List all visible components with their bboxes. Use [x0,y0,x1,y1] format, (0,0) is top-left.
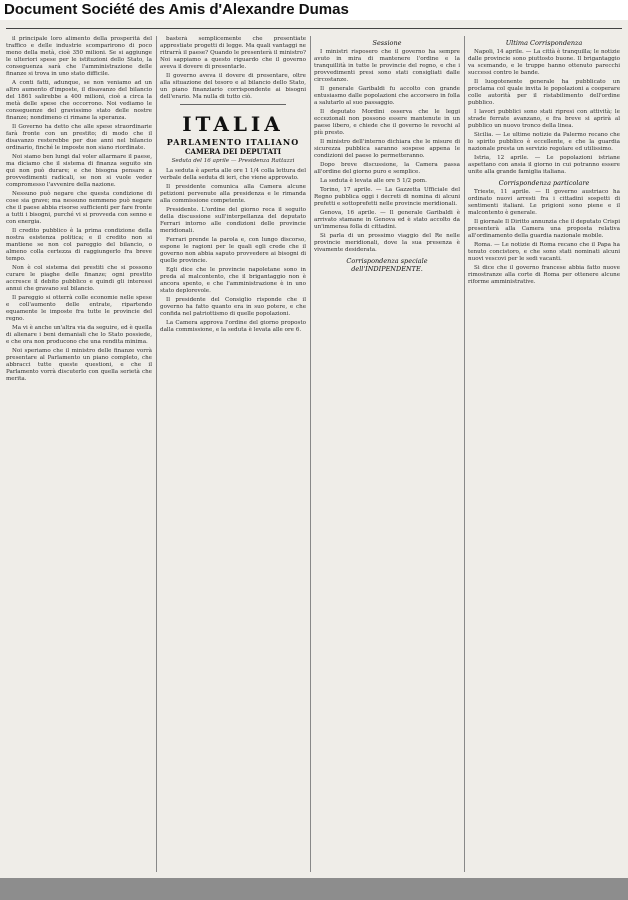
chamber-title: CAMERA DEI DEPUTATI [184,147,282,156]
bottom-margin [0,878,628,900]
corrispondenza-indipendente-heading: Corrispondenza speciale dell'INDIPENDENTE. [346,257,428,273]
paragraph: Il luogotenente generale ha pubblicato un proclama col quale invita le popolazioni a cooperare colle autorità per il ristabilimento dell'ordine pubblico. [468,79,620,106]
section-rule [180,104,286,105]
newspaper-page [0,20,628,878]
paragraph: Ferrari prende la parola e, con lungo discorso, espone le ragioni per le quali egli crede che il governo non abbia saputo provvedere ai bisogni di quelle provincie. [160,237,306,264]
sessione-heading: Sessione [372,39,402,47]
column-4 [468,36,620,872]
paragraph: Il pareggio si otterrà colle economie nelle spese e coll'aumento delle entrate, ripartendo equamente le imposte fra tutte le provincie del regno. [6,295,152,322]
column-1 [6,36,152,872]
paragraph: Roma. — Le notizie di Roma recano che il Papa ha tenuto concistoro, e che sono stati nominati alcuni nuovi vescovi per le sedi vacanti. [468,242,620,262]
paragraph: I lavori pubblici sono stati ripresi con attività; le strade ferrate avanzano, e fra breve si aprirà al pubblico un nuovo tronco della linea. [468,109,620,129]
paragraph: Torino, 17 aprile. — La Gazzetta Ufficiale del Regno pubblica oggi i decreti di nomina di alcuni prefetti e sottoprefetti nelle provincie meridionali. [314,187,460,207]
paragraph: Il deputato Mordini osserva che le leggi eccezionali non possono essere mantenute in un paese libero, e chiede che il governo le revochi al più presto. [314,109,460,136]
paragraph: I ministri risposero che il governo ha sempre avuto in mira di mantenere l'ordine e la tranquillità in tutte le provincie del regno, e che i provvedimenti presi sono stati consigliati dalle circostanze. [314,49,460,83]
paragraph: Il generale Garibaldi fu accolto con grande entusiasmo dalle popolazioni che accorsero in folla a salutarlo al suo passaggio. [314,86,460,106]
sitting-info: Seduta del 16 aprile — Presidenza Rattazzi [171,158,295,164]
document-banner-title: Document Société des Amis d'Alexandre Dumas [0,0,628,20]
ultima-corrispondenza-heading: Ultima Corrispondenza [505,39,583,47]
paragraph: La seduta è levata alle ore 5 1/2 pom. [320,178,427,184]
paragraph: Il credito pubblico è la prima condizione della nostra esistenza politica; e il credito non si mantiene se non col pareggio del bilancio, o almeno colla certezza di raggiungerlo fra breve tempo. [6,228,152,262]
paragraph: Genova, 16 aprile. — Il generale Garibaldi è arrivato stamane in Genova ed è stato accolto da un'immensa folla di cittadini. [314,210,460,230]
paragraph: Nessuno può negare che questa condizione di cose sia grave; ma nessuno nemmeno può negare che il paese abbia risorse sufficienti per fare fronte a tutti i bisogni, purché vi si provveda con senno e con energia. [6,191,152,225]
column-divider [156,36,157,872]
paragraph: Il giornale Il Diritto annunzia che il deputato Crispi presenterà alla Camera una proposta relativa all'ordinamento della guardia nazionale mobile. [468,219,620,239]
paragraph: Si dice che il governo francese abbia fatto nuove rimostranze alla corte di Roma per ottenere alcune riforme amministrative. [468,265,620,285]
paragraph: Si parla di un prossimo viaggio del Re nelle provincie meridionali, dove la sua presenza è vivamente desiderata. [314,233,460,253]
paragraph: Noi speriamo che il ministro delle finanze vorrà presentare al Parlamento un piano completo, che abbracci tutte queste questioni, e che il Parlamento vorrà discuterlo con quella serietà che merita. [6,348,152,382]
paragraph: Non è col sistema dei prestiti che si possono curare le piaghe delle finanze; ogni prestito accresce il debito pubblico e quindi gli interessi annui che gravano sul bilancio. [6,265,152,292]
paragraph: Il governo aveva il dovere di presentare, oltre alla situazione del tesoro e al bilancio dello Stato, un piano finanziario corrispondente ai bisogni dell'erario. Ma nulla di tutto ciò. [160,73,306,100]
paragraph: basterà semplicemente che presentiate apprestiate progetti di legge. Ma quali vantaggi ne ritrarrà il paese? Quando le presenterà il ministro? Noi sappiamo a questo riguardo che il governo aveva il dovere di presentarle. [160,36,306,70]
paragraph: La seduta è aperta alle ore 1 1/4 colla lettura del verbale della seduta di ieri, che viene approvato. [160,168,306,181]
paragraph: Napoli, 14 aprile. — La città è tranquilla; le notizie dalle provincie sono piuttosto buone. Il brigantaggio va scemando, e le truppe hanno ottenuto parecchi successi contro le bande. [468,49,620,76]
paragraph: Noi siamo ben lungi dal voler allarmare il paese, ma diciamo che il sistema di finanza seguito sin qui non può durare; e che bisogna pensare a provvedimenti radicali, se non si vuole veder compromesso l'avvenire della nazione. [6,154,152,188]
corrispondenza-particolare-heading: Corrispondenza particolare [498,179,590,187]
paragraph: Il ministro dell'interno dichiara che le misure di sicurezza pubblica saranno sospese appena le condizioni del paese lo permetteranno. [314,139,460,159]
paragraph: A conti fatti, adunque, se non veniamo ad un altro aumento d'imposte, il disavanzo del bilancio del 1861 salirebbe a 400 milioni, cioè a circa la metà delle spese che occorrono. Noi vediamo le conseguenze del gravissimo stato delle nostre finanze; nondimeno ci rimane la speranza. [6,80,152,121]
column-divider [310,36,311,872]
section-subtitle: PARLAMENTO ITALIANO [166,137,300,147]
paragraph: il principale loro alimento della prosperità del traffico e delle industrie scomparirono di poco meno della metà, cioè 350 milioni. Se si aggiunge le ulteriori spese per le istituzioni dello Stato, la conseguenza sarà che l'amministrazione delle finanze si trova in uno stato difficile. [6,36,152,77]
column-divider [464,36,465,872]
column-3 [314,36,460,872]
section-title: ITALIA [182,112,284,136]
paragraph: La Camera approva l'ordine del giorno proposto dalla commissione, e la seduta è levata alle ore 6. [160,320,306,333]
paragraph: Ma vi è anche un'altra via da seguire, ed è quella di alienare i beni demaniali che lo Stato possiede, e che ora non producono che una rendita minima. [6,325,152,345]
paragraph: Egli dice che le provincie napoletane sono in preda al malcontento, che il brigantaggio non è ancora spento, e che l'amministrazione è in uno stato deplorevole. [160,267,306,294]
paragraph: Istria, 12 aprile. — Le popolazioni istriane aspettano con ansia il giorno in cui potranno essere unite alla grande famiglia italiana. [468,155,620,175]
paragraph: Sicilia. — Le ultime notizie da Palermo recano che lo spirito pubblico è eccellente, e che la guardia nazionale presta un servizio regolare ed utilissimo. [468,132,620,152]
paragraph: Il presidente comunica alla Camera alcune petizioni pervenute alla presidenza e le rimanda alla commissione competente. [160,184,306,204]
paragraph: Trieste, 11 aprile. — Il governo austriaco ha ordinato nuovi arresti fra i cittadini sospetti di sentimenti italiani. Le prigioni sono piene e il malcontento è generale. [468,189,620,216]
paragraph: Presidente. L'ordine del giorno reca il seguito della discussione sull'interpellanza del deputato Ferrari intorno alle condizioni delle provincie meridionali. [160,207,306,234]
page-top-rule [6,28,622,29]
paragraph: Il Governo ha detto che alle spese straordinarie farà fronte con un prestito; di modo che il disavanzo resterebbe per due anni nel bilancio ordinario, finché le imposte non siano riordinate. [6,124,152,151]
paragraph: Dopo breve discussione, la Camera passa all'ordine del giorno puro e semplice. [314,162,460,175]
paragraph: Il presidente del Consiglio risponde che il governo ha fatto quanto era in suo potere, e che confida nel patriottismo di quelle popolazioni. [160,297,306,317]
column-2 [160,36,306,872]
